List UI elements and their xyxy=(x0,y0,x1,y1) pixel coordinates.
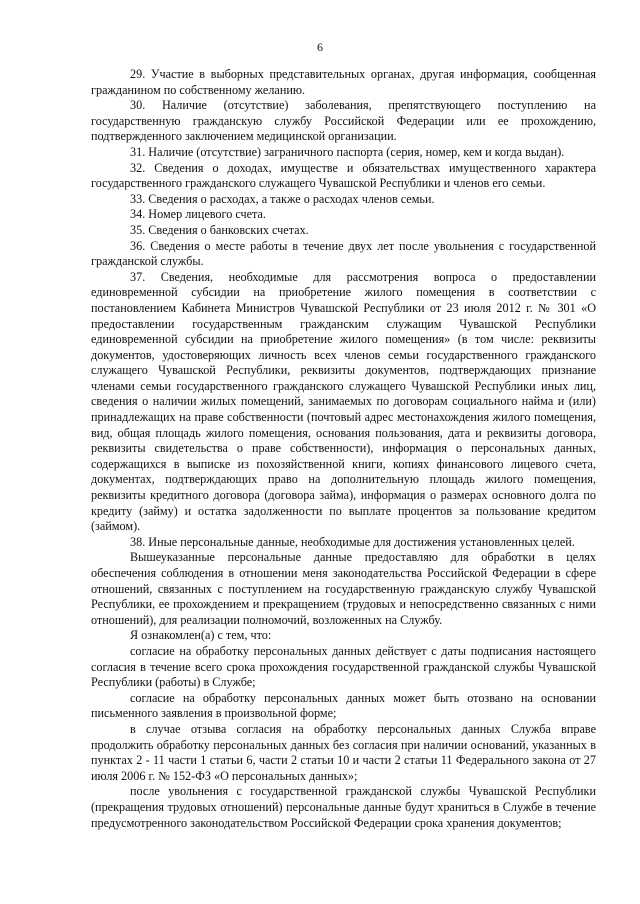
paragraph-29: 29. Участие в выборных представительных органах, другая информация, сообщенная гражданином по собственному желанию. xyxy=(91,67,596,97)
paragraph-36: 36. Сведения о месте работы в течение двух лет после увольнения с государственной гражданской службы. xyxy=(91,238,596,269)
page-number: 6 xyxy=(317,40,323,54)
paragraph-38: 38. Иные персональные данные, необходимые для достижения установленных целей. xyxy=(130,534,575,549)
revocation-continuation-paragraph: в случае отзыва согласия на обработку персональных данных Служба вправе продолжить обработку персональных данных без согласия при наличии оснований, указанных в пунктах 2 - 11 части 1 статьи 6, части 2 статьи 10 и части 2 статьи 11 Федерального закона от 27 июля 2006 г. № 152-ФЗ «О персональных данных»; xyxy=(91,721,596,783)
consent-term-paragraph: согласие на обработку персональных данных действует с даты подписания настоящего согласия в течение всего срока прохождения государственной гражданской службы Чувашской Республики (работы) в Службе; xyxy=(91,643,596,690)
post-dismissal-storage-paragraph: после увольнения с государственной гражданской службы Чувашской Республики (прекращения трудовых отношений) персональные данные будут храниться в Службе в течение предусмотренного законодательством Российской Федерации срока хранения документов; xyxy=(91,784,596,830)
paragraph-34: 34. Номер лицевого счета. xyxy=(130,207,266,222)
paragraph-30: 30. Наличие (отсутствие) заболевания, препятствующего поступлению на государственную гражданскую службу Российской Федерации или ее прохождению, подтвержденного заключением медицинской организации. xyxy=(91,98,596,144)
document-body xyxy=(91,67,596,831)
paragraph-37: 37. Сведения, необходимые для рассмотрения вопроса о предоставлении единовременной субсидии на приобретение жилого помещения в соответствии с постановлением Кабинета Министров Чувашской Республики от 23 июля 2012 г. № 301 «О предоставлении государственным гражданским служащим Чувашской Республики единовременной субсидии на приобретение жилого помещения» (в том числе: реквизиты документов, удостоверяющих личность всех членов семьи государственного гражданского служащего Чувашской Республики, реквизиты документов, подтверждающих признание членами семьи государственного гражданского служащего Чувашской Республики иных лиц, сведения о наличии жилых помещений, занимаемых по договорам социального найма и (или) принадлежащих на праве собственности (почтовый адрес местонахождения жилого помещения, вид, общая площадь жилого помещения, основания пользования, дата и реквизиты договора, реквизиты свидетельства о праве собственности), информация о персональных данных, содержащихся в выписке из похозяйственной книги, копиях финансового лицевого счета, документах, подтверждающих право на дополнительную площадь жилого помещения, реквизиты кредитного договора (договора займа), информация о размерах основного долга по кредиту (займу) и остатка задолженности по выплате процентов за пользование кредитом (займом). xyxy=(91,269,596,534)
consent-revocation-paragraph: согласие на обработку персональных данных может быть отозвано на основании письменного заявления в произвольной форме; xyxy=(91,690,596,721)
paragraph-35: 35. Сведения о банковских счетах. xyxy=(130,222,309,237)
paragraph-32: 32. Сведения о доходах, имуществе и обязательствах имущественного характера государственного гражданского служащего Чувашской Республики и членов его семьи. xyxy=(91,160,596,191)
paragraph-33: 33. Сведения о расходах, а также о расходах членов семьи. xyxy=(130,191,435,206)
paragraph-31: 31. Наличие (отсутствие) заграничного паспорта (серия, номер, кем и когда выдан). xyxy=(130,144,565,159)
consent-purpose-paragraph: Вышеуказанные персональные данные предоставляю для обработки в целях обеспечения соблюдения в отношении меня законодательства Российской Федерации в сфере отношений, связанных с поступлением на государственную гражданскую службу Чувашской Республики, ее прохождением и прекращением (трудовых и непосредственно связанных с ними отношений), для реализации полномочий, возложенных на Службу. xyxy=(91,550,596,627)
acknowledgement-intro: Я ознакомлен(а) с тем, что: xyxy=(130,628,272,643)
